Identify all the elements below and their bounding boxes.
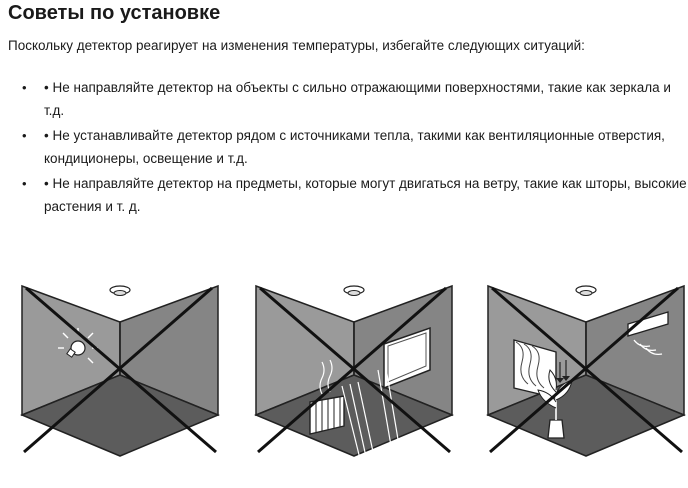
detector-icon bbox=[110, 286, 130, 296]
bullet: • bbox=[22, 128, 27, 143]
tips-list bbox=[8, 76, 688, 220]
tip-reflective-surfaces bbox=[8, 76, 688, 122]
detector-icon bbox=[344, 286, 364, 296]
page-title: Советы по установке bbox=[8, 2, 221, 24]
tip-text: • Не устанавливайте детектор рядом с источниками тепла, такими как вентиляционные отверстия, кондиционеры, освещение и т.д. bbox=[44, 128, 665, 166]
heat-source-room-icon bbox=[256, 286, 452, 475]
intro-text: Поскольку детектор реагирует на изменения температуры, избегайте следующих ситуаций: bbox=[8, 38, 585, 53]
tip-text: • Не направляйте детектор на объекты с сильно отражающими поверхностями, такие как зеркала и т.д. bbox=[44, 80, 671, 118]
illustrations bbox=[0, 270, 688, 488]
tip-text: • Не направляйте детектор на предметы, которые могут двигаться на ветру, такие как шторы, высокие растения и т. д. bbox=[44, 176, 687, 214]
reflective-light-room-icon bbox=[22, 286, 218, 456]
bullet: • bbox=[22, 176, 27, 191]
tip-moving-objects bbox=[8, 172, 688, 218]
moving-curtain-plant-room-icon bbox=[488, 286, 684, 456]
bullet: • bbox=[22, 80, 27, 95]
tip-heat-sources bbox=[8, 124, 688, 170]
detector-icon bbox=[576, 286, 596, 296]
